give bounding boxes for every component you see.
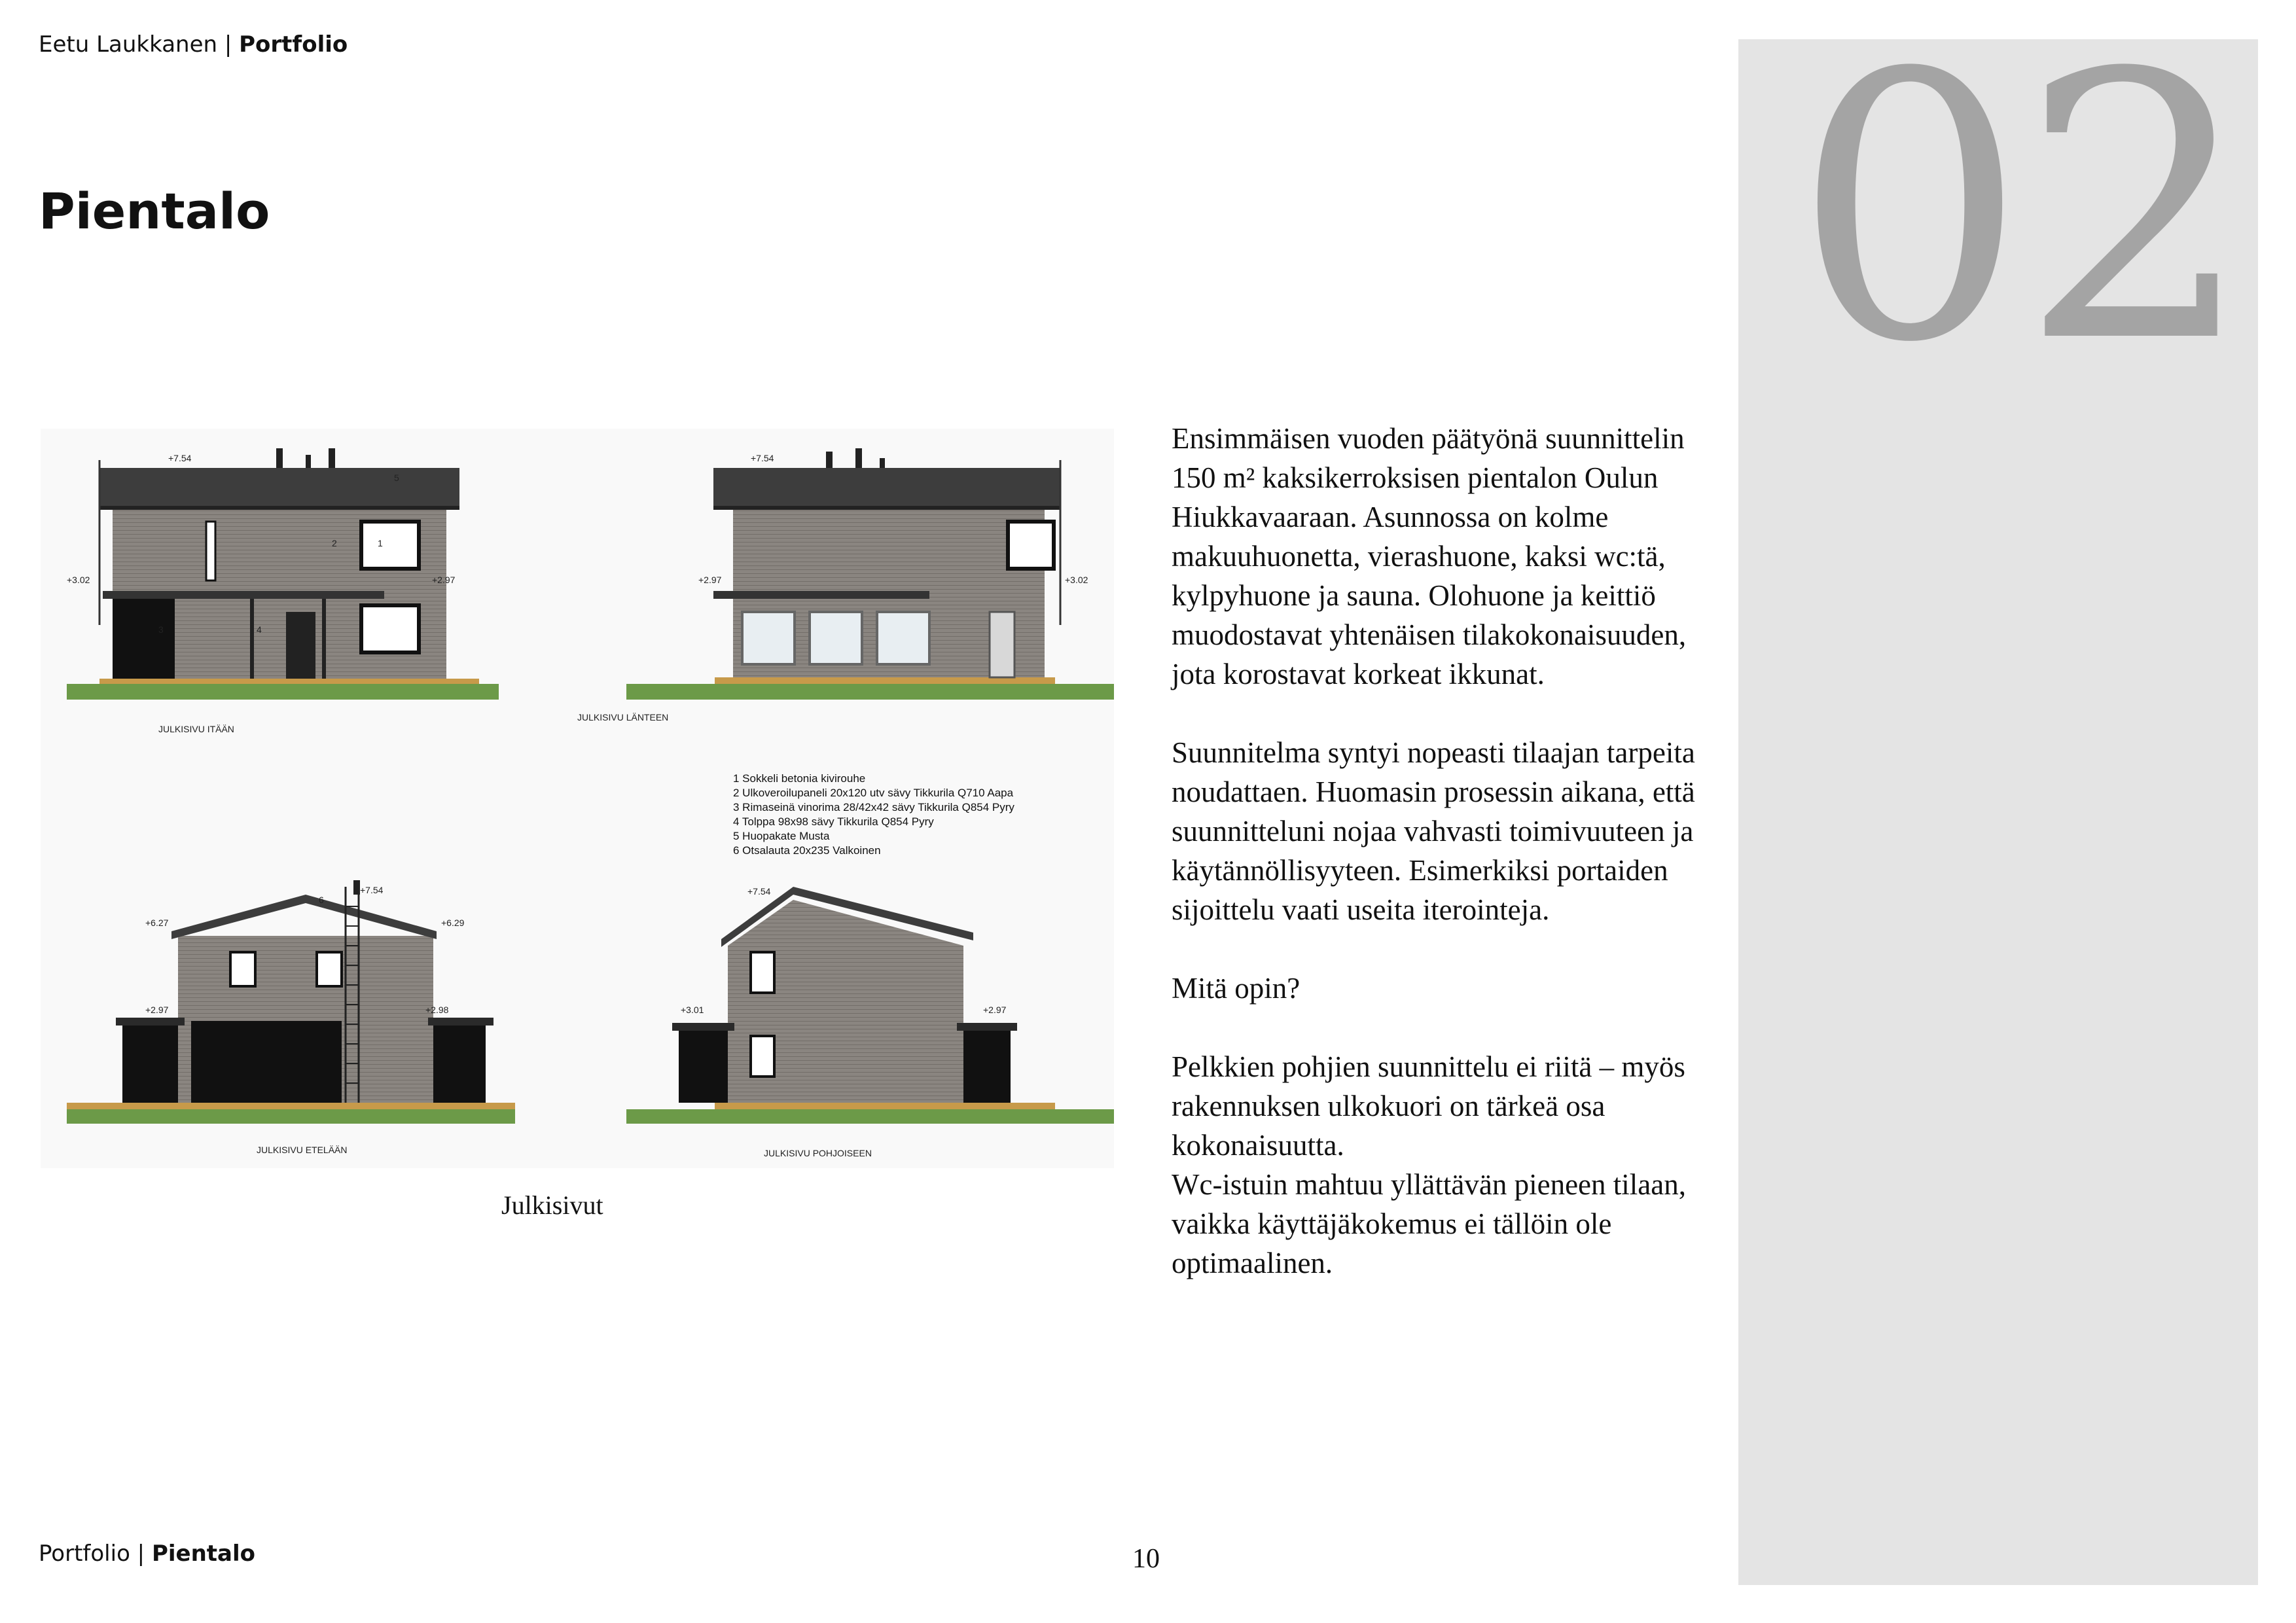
material-marker: 4 <box>257 624 262 635</box>
level-label: +3.02 <box>1065 575 1088 585</box>
view-label: JULKISIVU ITÄÄN <box>158 724 234 734</box>
elevation-east <box>67 448 499 734</box>
header <box>39 31 348 58</box>
level-label: +2.97 <box>145 1005 169 1015</box>
chapter-number: 02 <box>1793 0 2247 423</box>
page-number: 10 <box>1132 1544 1160 1574</box>
level-label: +3.02 <box>67 575 90 585</box>
level-label: +7.54 <box>168 453 192 463</box>
legend-item: 3 Rimaseinä vinorima 28/42x42 sävy Tikkurila Q854 Pyry <box>733 801 1014 813</box>
level-label: +6.27 <box>145 918 169 928</box>
material-marker: 2 <box>332 538 337 548</box>
view-label: JULKISIVU LÄNTEEN <box>577 712 669 722</box>
material-legend <box>733 772 1014 857</box>
view-label: JULKISIVU POHJOISEEN <box>764 1148 872 1158</box>
elevation-drawings <box>41 429 1114 1168</box>
legend-item: 6 Otsalauta 20x235 Valkoinen <box>733 844 881 857</box>
level-label: +6.29 <box>441 918 465 928</box>
elevation-south <box>67 880 515 1155</box>
header-author: Eetu Laukkanen <box>39 31 218 58</box>
material-marker: 6 <box>319 895 324 905</box>
level-label: +2.97 <box>698 575 722 585</box>
legend-item: 1 Sokkeli betonia kivirouhe <box>733 772 866 785</box>
elevation-west <box>577 448 1114 722</box>
header-section: Portfolio <box>239 31 348 58</box>
paragraph: Suunnitelma syntyi nopeasti tilaajan tarpeita noudattaen. Huomasin prosessin aikana, että suunnitteluni nojaa vahvasti toimivuuteen ja käytännöllisyyteen. Esimerkiksi portaiden sijoittelu vaati useita iterointeja. <box>1172 736 1695 926</box>
legend-item: 2 Ulkoveroilupaneli 20x120 utv sävy Tikkurila Q710 Aapa <box>733 787 1014 799</box>
legend-item: 4 Tolppa 98x98 sävy Tikkurila Q854 Pyry <box>733 815 934 828</box>
page-title: Pientalo <box>39 182 270 240</box>
level-label: +7.54 <box>747 886 771 897</box>
paragraph: Pelkkien pohjien suunnittelu ei riitä – myös rakennuksen ulkokuori on tärkeä osa kokonaisuutta. <box>1172 1050 1685 1162</box>
material-marker: 3 <box>158 624 164 635</box>
level-label: +3.01 <box>681 1005 704 1015</box>
material-marker: 5 <box>394 473 399 483</box>
figure-caption: Julkisivut <box>501 1190 603 1220</box>
footer-separator: | <box>130 1541 152 1567</box>
header-separator: | <box>217 31 240 58</box>
footer-title: Pientalo <box>151 1541 255 1567</box>
legend-item: 5 Huopakate Musta <box>733 830 830 842</box>
body-text <box>1172 419 1715 1283</box>
footer <box>39 1541 255 1567</box>
material-marker: 1 <box>378 538 383 548</box>
level-label: +2.98 <box>425 1005 449 1015</box>
view-label: JULKISIVU ETELÄÄN <box>257 1145 348 1155</box>
level-label: +7.54 <box>360 885 384 895</box>
elevation-north <box>626 886 1114 1158</box>
level-label: +2.97 <box>432 575 456 585</box>
level-label: +7.54 <box>751 453 774 463</box>
paragraph: Ensimmäisen vuoden päätyönä suunnittelin 150 m² kaksikerroksisen pientalon Oulun Hiukkavaaraan. Asunnossa on kolme makuuhuonetta, vierashuone, kaksi wc:tä, kylpyhuone ja sauna. Olohuone ja keittiö muodostavat yhtenäisen tilakokonaisuuden, jota korostavat korkeat ikkunat. <box>1172 422 1687 690</box>
footer-section: Portfolio <box>39 1541 130 1567</box>
question-heading: Mitä opin? <box>1172 972 1300 1005</box>
level-label: +2.97 <box>983 1005 1007 1015</box>
paragraph: Wc-istuin mahtuu yllättävän pieneen tilaan, vaikka käyttäjäkokemus ei tällöin ole optimaalinen. <box>1172 1168 1686 1279</box>
